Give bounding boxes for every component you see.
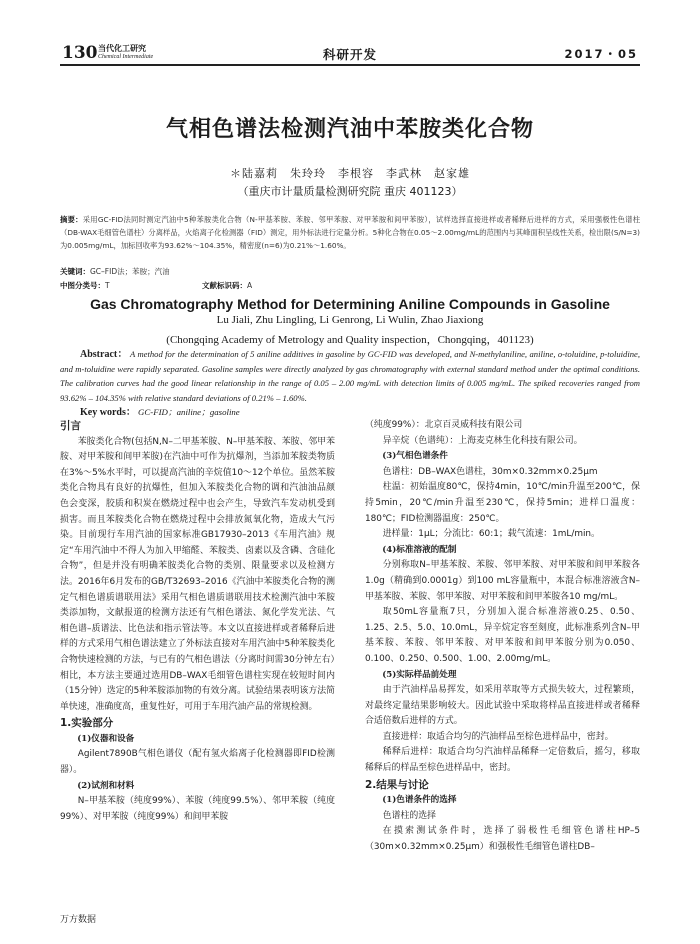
reagent-supplier: （纯度99%）：北京百灵威科技有限公司 xyxy=(365,420,523,430)
journal-name-cn: 当代化工研究 xyxy=(98,44,146,53)
standard-prep-2: 取50mL容量瓶7只，分别加入混合标准溶液0.25、0.50、1.25、2.5、5.0、10.0mL，异辛烷定容至刻度，此标准系列含N–甲基苯胺、苯胺、邻甲苯胺、对甲苯胺和间甲苯胺分别为0.050、0.100、0.250、0.500、1.00、2.00mg/mL。 xyxy=(365,607,640,664)
authors-cn: ＊陆嘉莉 朱玲玲 李根容 李武林 赵家雄 xyxy=(230,167,470,180)
intro-heading: 引言 xyxy=(60,420,81,432)
sample-prep-3: 稀释后进样：取适合均匀汽油样品稀释一定倍数后，摇匀，移取稀释后的样品至棕色进样品中，密封。 xyxy=(365,747,640,774)
section-2-1-heading: (1)色谱条件的选择 xyxy=(382,795,457,806)
column-spec: 色谱柱：DB–WAX色谱柱，30m×0.32mm×0.25μm xyxy=(382,466,598,477)
sample-prep-1: 由于汽油样品易挥发，如采用萃取等方式损失较大，过程繁琐，对最终定量结果影响较大。因此试验中采取将样品直接进样或者稀释合适倍数后进样的方式。 xyxy=(365,685,640,727)
authors-en: Lu Jiali, Zhu Lingling, Li Genrong, Li Wulin, Zhao Jiaxiong xyxy=(216,314,484,326)
section-1-2-heading: (2)试剂和材料 xyxy=(77,780,135,791)
abstract-en: Abstract： A method for the determination of 5 aniline additives in gasoline by GC-FID was developed, and N-methylaniline, aniline, o-toluidine, p-toluidine, and m-toluidine were rapidly separated. Gasoline samples were directly analyzed by gas chromatography with external standard method under the optimal conditions. The calibration curves had the good linear relationship in the range of 0.05 – 2.00 mg/mL with detection limits of 0.005 mg/mL. The spiked recoveries ranged from 93.62% – 104.35% with relative standard deviations of 0.21% – 1.60%. xyxy=(60,349,640,403)
oven-temperature: 柱温：初始温度80℃，保持4min，10℃/min升温至200℃，保持5min，20℃/min升温至230℃，保持5min；进样口温度：180℃；FID检测器温度：250℃。 xyxy=(365,482,640,524)
injection-conditions: 进样量：1μL；分流比：60:1；载气流速：1mL/min。 xyxy=(382,529,600,540)
left-column xyxy=(60,418,335,825)
section-1-1-text: Agilent7890B气相色谱仪（配有氢火焰离子化检测器即FID检测器）。 xyxy=(60,749,335,776)
class-value: T xyxy=(105,281,110,290)
doc-code xyxy=(202,280,252,291)
section-2-1-text: 在摸索测试条件时，选择了弱极性毛细管色谱柱HP–5（30m×0.32mm×0.25μm）和强极性毛细管色谱柱DB– xyxy=(365,826,640,853)
header-rule xyxy=(60,64,640,66)
doc-code-label: 文献标识码： xyxy=(202,281,247,290)
affiliation-cn: （重庆市计量质量检测研究院 重庆 401123） xyxy=(237,185,463,198)
section-label: 科研开发 xyxy=(322,47,377,62)
keywords-cn-label: 关键词： xyxy=(60,267,90,276)
title-cn: 气相色谱法检测汽油中苯胺类化合物 xyxy=(165,117,534,142)
abstract-cn-label: 摘要： xyxy=(60,215,83,224)
affiliation-en: (Chongqing Academy of Metrology and Quality inspection，Chongqing，401123) xyxy=(166,334,534,346)
section-1-4-heading: (4)标准溶液的配制 xyxy=(382,544,457,555)
section-2-heading: 2.结果与讨论 xyxy=(365,778,429,791)
class-label: 中图分类号： xyxy=(60,281,105,290)
doc-code-value: A xyxy=(247,281,253,290)
abstract-en-label: Abstract xyxy=(80,349,118,360)
section-1-1-heading: (1)仪器和设备 xyxy=(77,733,135,744)
right-column xyxy=(365,418,640,856)
section-1-5-heading: (5)实际样品前处理 xyxy=(382,669,457,680)
abstract-cn xyxy=(60,213,640,252)
abstract-en-text: A method for the determination of 5 aniline additives in gasoline by GC-FID was developed, and N-methylaniline, aniline, o-toluidine, p-toluidine, and m-toluidine were rapidly separated. Gasoline samples were directly analyzed by gas chromatography with external standard method under the optimal conditions. The calibration curves had the good linear relationship in the range of 0.05 – 2.00 mg/mL with detection limits of 0.005 mg/mL. The spiked recoveries ranged from 93.62% – 104.35% with relative standard deviations of 0.21% – 1.60%. xyxy=(60,349,640,403)
section-2-1-subheading: 色谱柱的选择 xyxy=(382,810,437,821)
standard-prep-1: 分别称取N–甲基苯胺、苯胺、邻甲苯胺、对甲苯胺和间甲苯胺各1.0g（精确到0.0001g）到100 mL容量瓶中，本混合标准溶液含N–甲基苯胺、苯胺、邻甲苯胺、对甲苯胺和间甲苯胺各10 mg/mL。 xyxy=(365,560,640,602)
issue-label: 2017・05 xyxy=(564,47,638,61)
keywords-en: Key words： GC-FID；aniline；gasoline xyxy=(80,407,240,418)
sample-prep-2: 直接进样：取适合均匀的汽油样品至棕色进样品中，密封。 xyxy=(382,731,614,742)
keywords-en-text: GC-FID；aniline；gasoline xyxy=(138,407,240,417)
section-1-heading: 1.实验部分 xyxy=(60,717,114,730)
abstract-cn-text: 采用GC-FID法同时测定汽油中5种苯胺类化合物（N-甲基苯胺、苯胺、邻甲苯胺、对甲苯胺和间甲苯胺），试样选择直接进样或者稀释后进样的方式，采用强极性色谱柱（DB-WAX毛细管色谱柱）分离样品，火焰离子化检测器（FID）测定，用外标法进行定量分析。5种化合物在0.05～2.00mg/mL的范围内与其峰面积呈线性关系，检出限(S/N=3)为0.005mg/mL，加标回收率为93.62%～104.35%，精密度(n=6)为0.21%～1.60%。 xyxy=(60,215,641,250)
section-1-3-heading: (3)气相色谱条件 xyxy=(382,451,448,462)
keywords-cn-text: GC–FID法；苯胺；汽油 xyxy=(90,267,170,276)
journal-name-en: Chemical Intermediate xyxy=(98,54,154,60)
isooctane-supplier: 异辛烷（色谱纯）：上海麦克林生化科技有限公司。 xyxy=(382,435,583,446)
section-1-2-text: N–甲基苯胺（纯度99%）、苯胺（纯度99.5%）、邻甲苯胺（纯度99%）、对甲苯胺（纯度99%）和间甲苯胺 xyxy=(60,796,335,822)
classification xyxy=(60,280,110,291)
footer-watermark: 万方数据 xyxy=(60,915,97,925)
keywords-en-label: Key words xyxy=(80,407,126,418)
keywords-cn xyxy=(60,266,170,277)
title-en: Gas Chromatography Method for Determining Aniline Compounds in Gasoline xyxy=(90,296,610,312)
page-number: 130 xyxy=(62,43,98,63)
intro-paragraph: 苯胺类化合物(包括N,N–二甲基苯胺、N–甲基苯胺、苯胺、邻甲苯胺、对甲苯胺和间甲苯胺)在汽油中可作为抗爆剂，当添加苯胺类物质在3%～5%水平时，可以提高汽油的辛烷值10～12个单位。虽然苯胺类化合物具有良好的抗爆性，但加入苯胺类化合物的调和汽油油品颜色会变深，胶质和积炭在燃烧过程中也会产生，导致汽车发动机受到损害。而且苯胺类化合物在燃烧过程中会排放氮氧化物，造成大气污染。目前现行车用汽油的国家标准GB17930–2013《车用汽油》规定“车用汽油中不得人为加入甲缩醛、苯胺类、卤素以及含磷、含硅化合物”，但是并没有明确苯胺类化合物的类别、限量要求以及检测方法。2016年6月发布的GB/T32693–2016《汽油中苯胺类化合物的测定气相色谱质谱联用法》采用气相色谱质谱联用技术检测汽油中苯胺类添加物，文献报道的检测方法还有气相色谱法、氮化学发光法、气相色谱–质谱法、比色法和指示管法等。本文以直接进样或者稀释后进样的方式采用气相色谱法建立了外标法直接对车用汽油中5种苯胺类化合物快速检测的方法，与已有的气相色谱法（分离时间需30分钟左右）相比，本方法主要通过选用DB–WAX毛细管色谱柱实现在较短时间内（15分钟）选定的5种苯胺添加物的有效分离。试验结果表明该方法简单快速，准确度高，重复性好，可用于车用汽油产品的常规检测。 xyxy=(60,436,335,712)
